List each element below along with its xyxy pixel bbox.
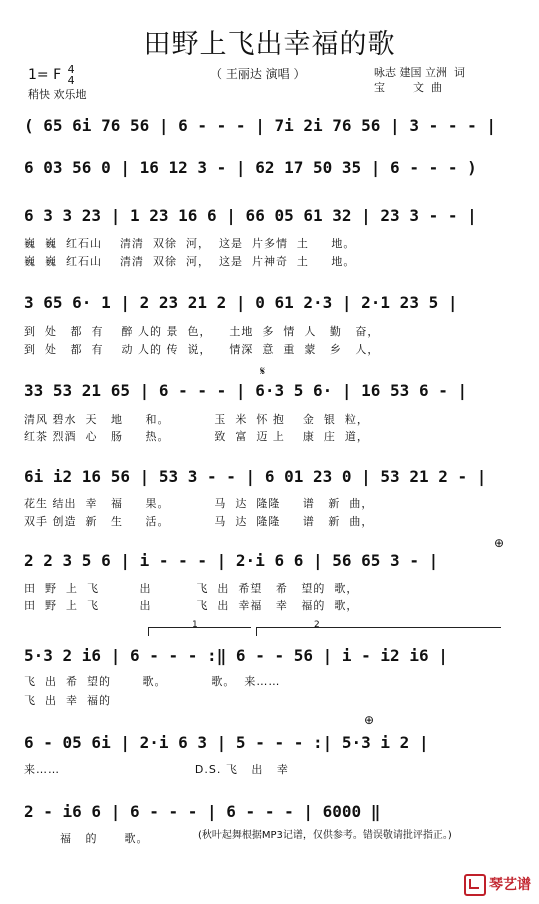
notation-row-5: 33 53 21 65 | 6 - - - | 6·3 5 6· | 16 53 6 - | [24,381,468,400]
key-signature [28,64,75,86]
lyric-line: 红茶 烈酒 心 肠 热。 致 富 迈 上 康 庄 道， [24,430,369,443]
logo-icon [464,874,486,896]
notation-row-1: ( 65 6i 76 56 | 6 - - - | 7i 2i 76 56 | 3 - - - | [24,116,497,135]
lyric-line: 双手 创造 新 生 活。 马 达 隆隆 谱 新 曲， [24,515,374,528]
notation-row-6: 6i i2 16 56 | 53 3 - - | 6 01 23 0 | 53 21 2 - | [24,467,487,486]
tempo-marking: 稍快 欢乐地 [28,88,87,101]
notation-row-8: 5·3 2 i6 | 6 - - - :‖ 6 - - 56 | i - i2 i6 | [24,646,448,665]
lyric-line: 田 野 上 飞 出 飞 出 希望 希 望的 歌， [24,582,359,595]
lyric-line: 田 野 上 飞 出 飞 出 幸福 幸 福的 歌， [24,599,359,612]
volta-1-label: 1 [192,620,198,630]
lyric-line: 巍 巍 红石山 清清 双徐 河， 这是 片神奇 土 地。 [24,255,356,268]
lyric-line: 飞 出 希 望的 歌。 歌。 来…… [24,675,281,688]
site-logo [464,874,531,896]
lyric-line: 清风 碧水 天 地 和。 玉 米 怀 抱 金 银 粒， [24,413,369,426]
notation-row-4: 3 65 6· 1 | 2 23 21 2 | 0 61 2·3 | 2·1 23 5 | [24,293,458,312]
segno-mark: 𝄋 [260,364,266,378]
volta-bracket-2 [256,627,501,636]
logo-text: 琴艺谱 [489,877,531,893]
lyric-line: 到 处 都 有 动 人的 传 说， 情深 意 重 蒙 乡 人， [24,343,380,356]
lyric-line: 来…… D.S. 飞 出 幸 [24,763,289,776]
lyric-line: 巍 巍 红石山 清清 双徐 河， 这是 片多情 土 地。 [24,237,356,250]
volta-2-label: 2 [314,620,320,630]
coda-mark: ⊕ [364,713,375,727]
song-title: 田野上飞出幸福的歌 [143,29,396,60]
singer-credit: （ 王丽达 演唱 ） [210,67,306,81]
notation-row-9: 6 - 05 6i | 2·i 6 3 | 5 - - - :| 5·3 i 2 | [24,733,429,752]
author-credits: 咏志 建国 立洲 词 宝 文 曲 [374,66,465,94]
time-signature [68,64,75,86]
notation-row-3: 6 3 3 23 | 1 23 16 6 | 66 05 61 32 | 23 3 - - | [24,206,477,225]
key-label: 1= F [28,67,62,83]
transcription-note: (秋叶起舞根据MP3记谱，仅供参考。错误敬请批评指正。) [198,830,452,841]
time-signature-top: 4 [67,63,75,76]
notation-row-10: 2 - i6 6 | 6 - - - | 6 - - - | 6000 ‖ [24,802,381,821]
lyric-line: 花生 结出 幸 福 果。 马 达 隆隆 谱 新 曲， [24,497,374,510]
notation-row-7: 2 2 3 5 6 | i - - - | 2·i 6 6 | 56 65 3 - | [24,551,439,570]
lyric-line: 福 的 歌。 [60,832,149,845]
lyric-line: 到 处 都 有 醉 人的 景 色， 土地 多 情 人 勤 奋， [24,325,380,338]
volta-bracket-1 [148,627,251,636]
coda-mark: ⊕ [494,536,505,550]
lyric-line: 飞 出 幸 福的 [24,694,111,707]
time-signature-bottom: 4 [67,74,75,87]
notation-row-2: 6 03 56 0 | 16 12 3 - | 62 17 50 35 | 6 - - - ) [24,158,477,177]
